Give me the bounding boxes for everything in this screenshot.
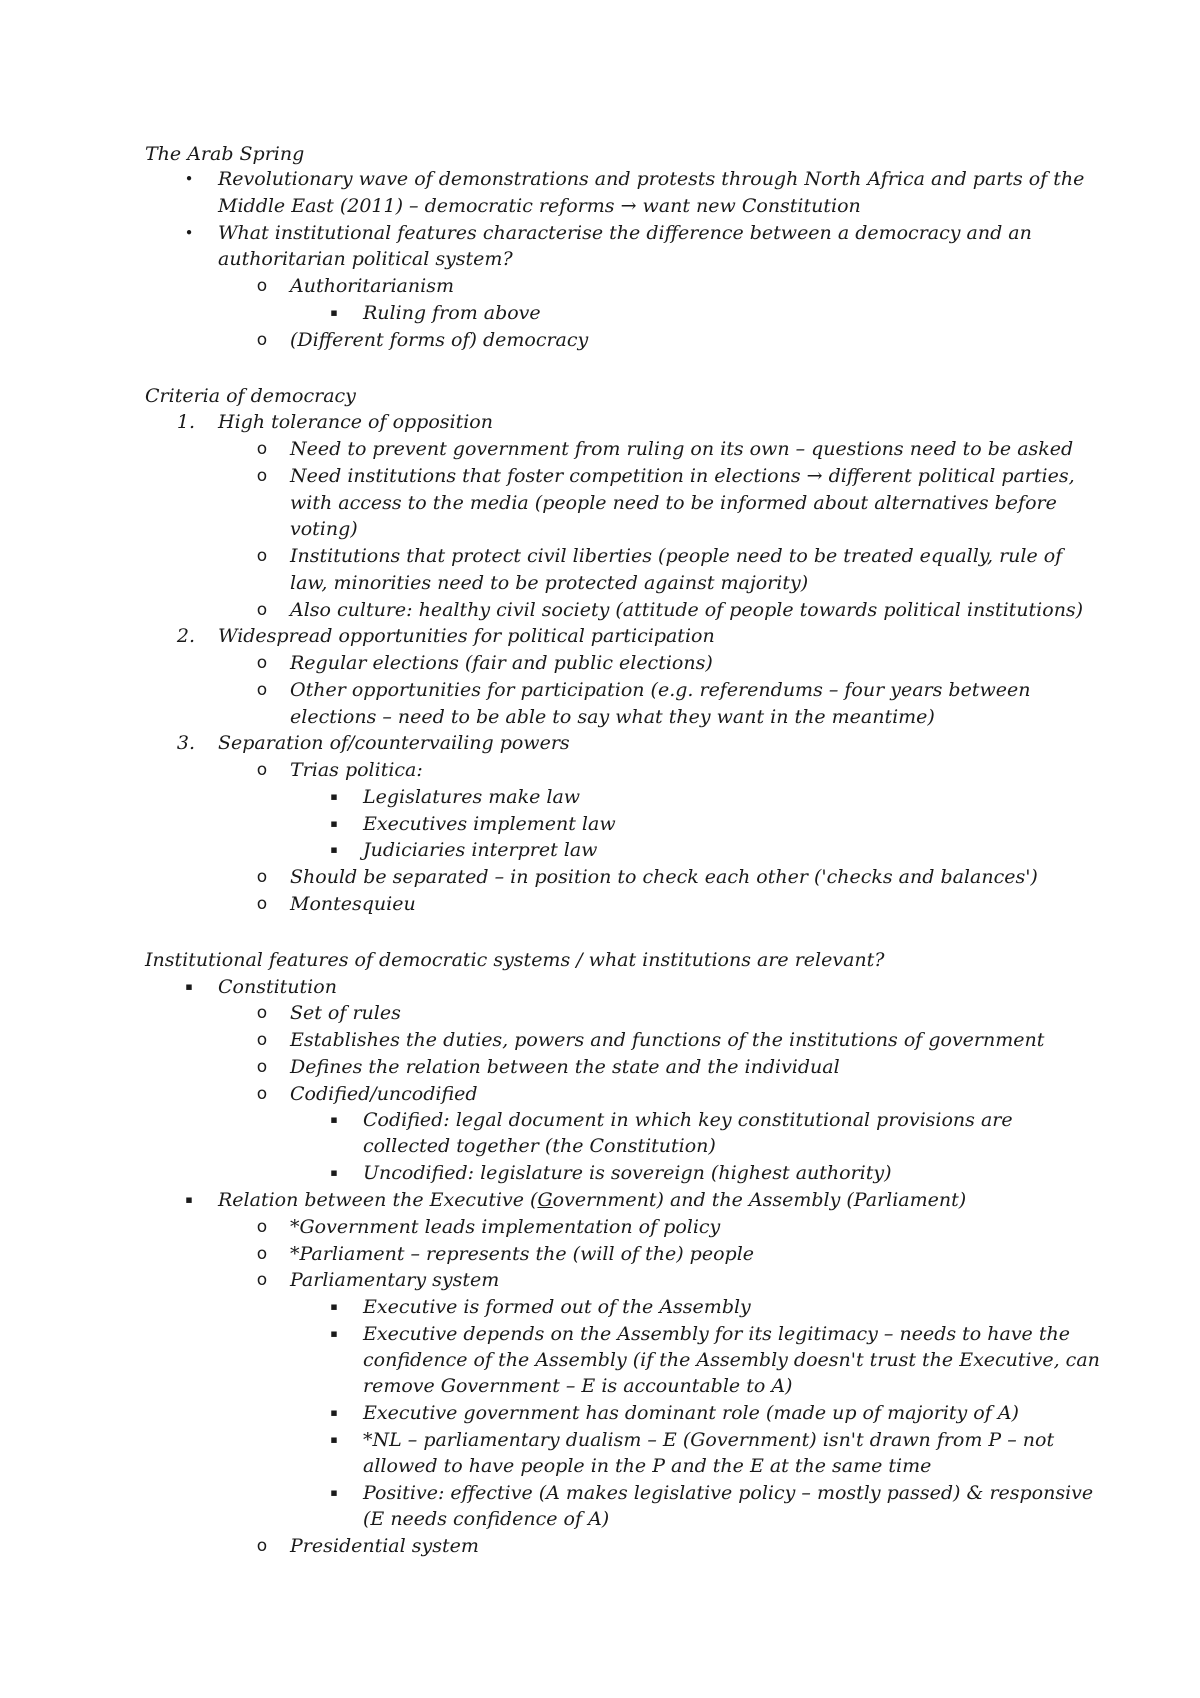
list-item-text: Positive: effective (A makes legislative policy – mostly passed) & responsive xyxy=(363,1482,1094,1504)
list-item-text: Legislatures make law xyxy=(363,786,581,808)
section-heading-criteria: Criteria of democracy xyxy=(145,385,356,407)
list-item-text: Executive government has dominant role (made up of majority of A) xyxy=(363,1402,1019,1424)
square-bullet-marker: ▪ xyxy=(330,1406,338,1419)
circle-bullet-marker: o xyxy=(256,653,268,673)
circle-bullet-marker: o xyxy=(256,600,268,620)
list-item-text: Also culture: healthy civil society (attitude of people towards political institutions) xyxy=(290,599,1084,621)
list-item-text: Codified/uncodified xyxy=(290,1083,478,1105)
list-item-text: (E needs confidence of A) xyxy=(363,1508,610,1530)
list-item-text: (Different forms of) democracy xyxy=(290,329,589,351)
circle-bullet-marker: o xyxy=(256,1217,268,1237)
list-item-text: Revolutionary wave of demonstrations and protests through North Africa and parts of the xyxy=(218,168,1085,190)
list-item-text: law, minorities need to be protected against majority) xyxy=(290,572,809,594)
square-bullet-marker: ▪ xyxy=(330,1486,338,1499)
list-item-text: Trias politica: xyxy=(290,759,423,781)
list-item-text: Executive depends on the Assembly for its legitimacy – needs to have the xyxy=(363,1323,1070,1345)
square-bullet-marker: ▪ xyxy=(330,1433,338,1446)
list-item-text: allowed to have people in the P and the E at the same time xyxy=(363,1455,932,1477)
square-bullet-marker: ▪ xyxy=(185,980,193,993)
list-item-text: remove Government – E is accountable to A) xyxy=(363,1375,793,1397)
list-number: 2. xyxy=(176,625,195,647)
list-item-text: Should be separated – in position to check each other ('checks and balances') xyxy=(290,866,1038,888)
list-item-text xyxy=(218,1188,966,1212)
list-item-text: Middle East (2011) – democratic reforms → want new Constitution xyxy=(218,195,861,217)
square-bullet-marker: ▪ xyxy=(330,790,338,803)
list-item-text: Codified: legal document in which key constitutional provisions are xyxy=(363,1109,1013,1131)
circle-bullet-marker: o xyxy=(256,1030,268,1050)
circle-bullet-marker: o xyxy=(256,276,268,296)
list-item-text: Other opportunities for participation (e.g. referendums – four years between xyxy=(290,679,1031,701)
circle-bullet-marker: o xyxy=(256,466,268,486)
list-item-text: Set of rules xyxy=(290,1002,401,1024)
list-item-text: What institutional features characterise the difference between a democracy and an xyxy=(218,222,1032,244)
list-item-text: Executive is formed out of the Assembly xyxy=(363,1296,751,1318)
circle-bullet-marker: o xyxy=(256,1244,268,1264)
square-bullet-marker: ▪ xyxy=(330,306,338,319)
list-number: 3. xyxy=(176,732,195,754)
list-item-text: Regular elections (fair and public elections) xyxy=(290,652,713,674)
list-item-text: High tolerance of opposition xyxy=(218,411,493,433)
text-run: Relation between the Executive ( xyxy=(218,1189,538,1211)
list-number: 1. xyxy=(176,411,195,433)
list-item-text: Establishes the duties, powers and functions of the institutions of government xyxy=(290,1029,1045,1051)
list-item-text: *Government leads implementation of policy xyxy=(290,1216,721,1238)
list-item-text: Need to prevent government from ruling on its own – questions need to be asked xyxy=(290,438,1074,460)
circle-bullet-marker: o xyxy=(256,1003,268,1023)
circle-bullet-marker: o xyxy=(256,1084,268,1104)
list-item-text: Parliamentary system xyxy=(290,1269,500,1291)
circle-bullet-marker: o xyxy=(256,680,268,700)
list-item-text: collected together (the Constitution) xyxy=(363,1135,716,1157)
list-item-text: Defines the relation between the state and the individual xyxy=(290,1056,840,1078)
list-item-text: elections – need to be able to say what they want in the meantime) xyxy=(290,706,935,728)
square-bullet-marker: ▪ xyxy=(330,843,338,856)
circle-bullet-marker: o xyxy=(256,867,268,887)
list-item-text: Constitution xyxy=(218,976,337,998)
list-item-text: voting) xyxy=(290,518,358,540)
square-bullet-marker: ▪ xyxy=(330,1166,338,1179)
circle-bullet-marker: o xyxy=(256,330,268,350)
square-bullet-marker: ▪ xyxy=(330,1113,338,1126)
list-item-text: Widespread opportunities for political participation xyxy=(218,625,715,647)
list-item-text: Separation of/countervailing powers xyxy=(218,732,570,754)
underlined-letter: G xyxy=(537,1189,553,1211)
square-bullet-marker: ▪ xyxy=(185,1193,193,1206)
bullet-marker: • xyxy=(184,224,194,242)
circle-bullet-marker: o xyxy=(256,894,268,914)
square-bullet-marker: ▪ xyxy=(330,1327,338,1340)
bullet-marker: • xyxy=(184,170,194,188)
list-item-text: confidence of the Assembly (if the Assembly doesn't trust the Executive, can xyxy=(363,1349,1100,1371)
list-item-text: authoritarian political system? xyxy=(218,248,513,270)
list-item-text: Montesquieu xyxy=(290,893,416,915)
list-item-text: Executives implement law xyxy=(363,813,616,835)
list-item-text: with access to the media (people need to be informed about alternatives before xyxy=(290,492,1057,514)
list-item-text: Uncodified: legislature is sovereign (highest authority) xyxy=(363,1162,892,1184)
circle-bullet-marker: o xyxy=(256,1057,268,1077)
list-item-text: Ruling from above xyxy=(363,302,541,324)
list-item-text: Authoritarianism xyxy=(290,275,454,297)
list-item-text: *Parliament – represents the (will of the) people xyxy=(290,1243,755,1265)
list-item-text: Need institutions that foster competition in elections → different political parties, xyxy=(290,465,1075,487)
section-heading-arab-spring: The Arab Spring xyxy=(145,143,305,165)
circle-bullet-marker: o xyxy=(256,1536,268,1556)
circle-bullet-marker: o xyxy=(256,1270,268,1290)
square-bullet-marker: ▪ xyxy=(330,817,338,830)
circle-bullet-marker: o xyxy=(256,439,268,459)
list-item-text: Presidential system xyxy=(290,1535,479,1557)
circle-bullet-marker: o xyxy=(256,546,268,566)
list-item-text: Judiciaries interpret law xyxy=(363,839,598,861)
list-item-text: Institutions that protect civil liberties (people need to be treated equally, rule of xyxy=(290,545,1063,567)
list-item-text: *NL – parliamentary dualism – E (Government) isn't drawn from P – not xyxy=(363,1429,1055,1451)
text-run: overnment) and the Assembly (Parliament) xyxy=(552,1189,967,1211)
circle-bullet-marker: o xyxy=(256,760,268,780)
section-heading-institutional-features: Institutional features of democratic systems / what institutions are relevant? xyxy=(145,949,885,971)
square-bullet-marker: ▪ xyxy=(330,1300,338,1313)
